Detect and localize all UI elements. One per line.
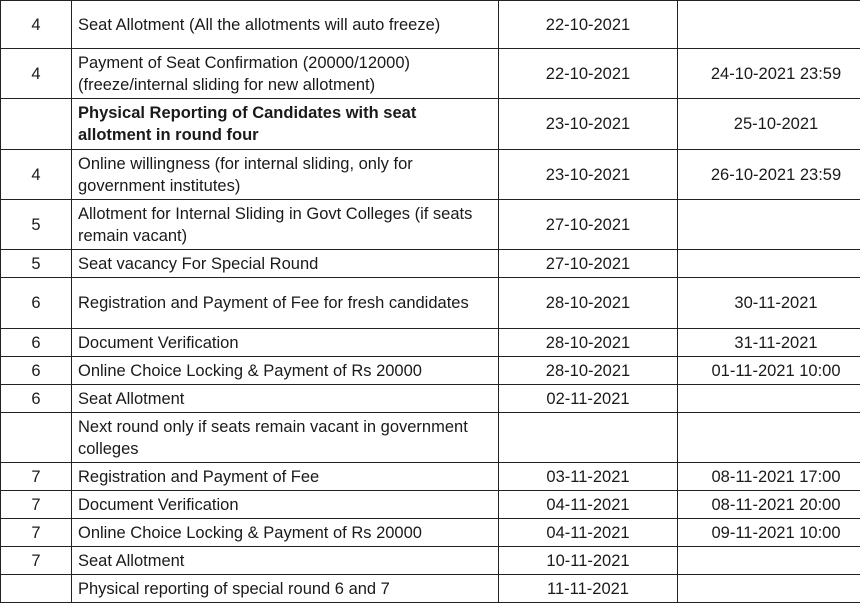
end-date-cell xyxy=(678,547,860,575)
start-date-cell: 22-10-2021 xyxy=(499,1,678,49)
activity-cell: Online Choice Locking & Payment of Rs 20000 xyxy=(72,519,499,547)
table-row xyxy=(1,547,860,575)
activity-cell: Seat Allotment xyxy=(72,385,499,413)
start-date-cell: 04-11-2021 xyxy=(499,491,678,519)
end-date-cell xyxy=(678,575,860,603)
start-date-cell: 28-10-2021 xyxy=(499,357,678,385)
start-date-cell: 11-11-2021 xyxy=(499,575,678,603)
activity-cell: Seat vacancy For Special Round xyxy=(72,250,499,278)
round-cell: 5 xyxy=(1,200,72,250)
activity-cell: Registration and Payment of Fee xyxy=(72,463,499,491)
round-cell: 7 xyxy=(1,491,72,519)
activity-cell: Payment of Seat Confirmation (20000/12000) (freeze/internal sliding for new allotment) xyxy=(72,49,499,99)
table-row xyxy=(1,385,860,413)
start-date-cell: 23-10-2021 xyxy=(499,150,678,200)
round-cell: 7 xyxy=(1,463,72,491)
end-date-cell xyxy=(678,250,860,278)
activity-cell: Document Verification xyxy=(72,491,499,519)
activity-cell: Physical Reporting of Candidates with seat allotment in round four xyxy=(72,99,499,150)
round-cell: 4 xyxy=(1,49,72,99)
activity-cell: Online Choice Locking & Payment of Rs 20000 xyxy=(72,357,499,385)
end-date-cell xyxy=(678,413,860,463)
end-date-cell: 24-10-2021 23:59 xyxy=(678,49,860,99)
table-row xyxy=(1,491,860,519)
start-date-cell: 23-10-2021 xyxy=(499,99,678,150)
table-row xyxy=(1,250,860,278)
activity-cell: Physical reporting of special round 6 and 7 xyxy=(72,575,499,603)
end-date-cell: 26-10-2021 23:59 xyxy=(678,150,860,200)
table-row xyxy=(1,357,860,385)
activity-cell: Registration and Payment of Fee for fresh candidates xyxy=(72,278,499,329)
round-cell: 6 xyxy=(1,278,72,329)
start-date-cell: 22-10-2021 xyxy=(499,49,678,99)
start-date-cell: 27-10-2021 xyxy=(499,250,678,278)
round-cell: 4 xyxy=(1,1,72,49)
end-date-cell: 08-11-2021 17:00 xyxy=(678,463,860,491)
end-date-cell xyxy=(678,385,860,413)
round-cell: 6 xyxy=(1,385,72,413)
end-date-cell: 31-11-2021 xyxy=(678,329,860,357)
table-row xyxy=(1,99,860,150)
round-cell: 4 xyxy=(1,150,72,200)
round-cell xyxy=(1,575,72,603)
table-row xyxy=(1,49,860,99)
round-cell: 6 xyxy=(1,329,72,357)
end-date-cell: 08-11-2021 20:00 xyxy=(678,491,860,519)
table-row xyxy=(1,413,860,463)
end-date-cell: 25-10-2021 xyxy=(678,99,860,150)
table-row xyxy=(1,329,860,357)
start-date-cell xyxy=(499,413,678,463)
round-cell: 5 xyxy=(1,250,72,278)
end-date-cell xyxy=(678,1,860,49)
end-date-cell: 09-11-2021 10:00 xyxy=(678,519,860,547)
round-cell xyxy=(1,413,72,463)
end-date-cell: 01-11-2021 10:00 xyxy=(678,357,860,385)
activity-cell: Next round only if seats remain vacant in government colleges xyxy=(72,413,499,463)
start-date-cell: 28-10-2021 xyxy=(499,278,678,329)
activity-cell: Allotment for Internal Sliding in Govt Colleges (if seats remain vacant) xyxy=(72,200,499,250)
table-row xyxy=(1,575,860,603)
end-date-cell: 30-11-2021 xyxy=(678,278,860,329)
schedule-body xyxy=(1,1,860,603)
table-row xyxy=(1,278,860,329)
round-cell xyxy=(1,99,72,150)
activity-cell: Seat Allotment (All the allotments will auto freeze) xyxy=(72,1,499,49)
start-date-cell: 27-10-2021 xyxy=(499,200,678,250)
end-date-cell xyxy=(678,200,860,250)
table-row xyxy=(1,150,860,200)
start-date-cell: 02-11-2021 xyxy=(499,385,678,413)
table-row xyxy=(1,519,860,547)
activity-cell: Online willingness (for internal sliding, only for government institutes) xyxy=(72,150,499,200)
round-cell: 7 xyxy=(1,519,72,547)
start-date-cell: 10-11-2021 xyxy=(499,547,678,575)
start-date-cell: 04-11-2021 xyxy=(499,519,678,547)
round-cell: 6 xyxy=(1,357,72,385)
activity-cell: Document Verification xyxy=(72,329,499,357)
table-row xyxy=(1,463,860,491)
activity-cell: Seat Allotment xyxy=(72,547,499,575)
start-date-cell: 28-10-2021 xyxy=(499,329,678,357)
round-cell: 7 xyxy=(1,547,72,575)
table-row xyxy=(1,200,860,250)
start-date-cell: 03-11-2021 xyxy=(499,463,678,491)
table-row xyxy=(1,1,860,49)
